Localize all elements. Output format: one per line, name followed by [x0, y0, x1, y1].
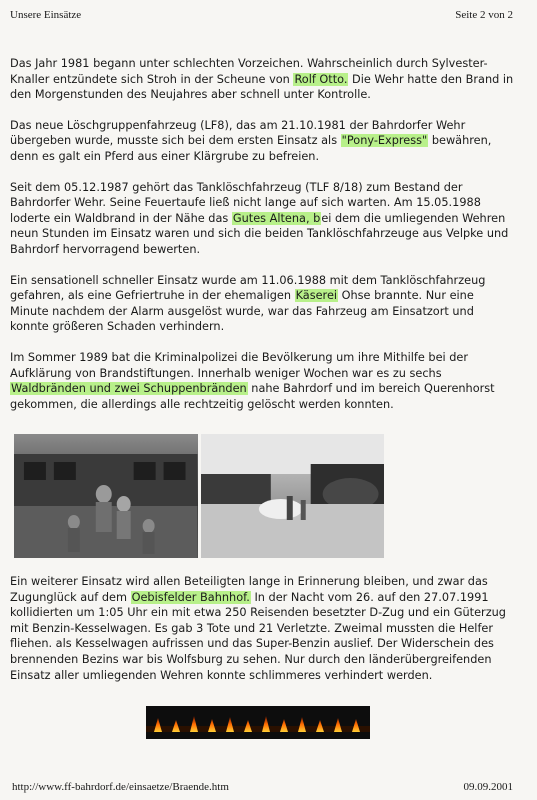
paragraph-1-text-b: Die Wehr hatte den Brand in den Morgenstunden des Neujahres aber schnell unter Kontrolle. [10, 72, 514, 102]
paragraph-3 [10, 180, 515, 258]
paragraph-6 [10, 574, 515, 683]
paragraph-1-text-a: Das Jahr 1981 begann unter schlechten Vorzeichen. Wahrscheinlich durch Sylvester-Knaller entzündete sich Stroh in der Scheune von [10, 57, 488, 86]
footer-url: http://www.ff-bahrdorf.de/einsaetze/Braende.htm [12, 781, 229, 793]
fire-banner-image [146, 706, 370, 739]
header-page-number: Seite 2 von 2 [455, 9, 513, 21]
paragraph-4 [10, 273, 515, 335]
header-title: Unsere Einsätze [10, 9, 82, 21]
photo-accident-scene [201, 434, 385, 558]
paragraph-4-text-b: Ohse brannte. Nur eine Minute nachdem der Alarm ausgelöst wurde, war das Fahrzeug am Einsatzort und konnte größeren Schaden verhindern. [10, 289, 474, 334]
paragraph-5 [10, 350, 515, 412]
paragraph-2-text-b: bewähren, denn es galt ein Pferd aus einer Klärgrube zu befreien. [10, 134, 492, 163]
paragraph-1 [10, 56, 515, 103]
paragraph-3-text-a: Seit dem 05.12.1987 gehört das Tanklöschfahrzeug (TLF 8/18) zum Bestand der Bahrdorfer Wehr. Seine Feuertaufe ließ nicht lange auf sich warten. Am 15.05.1988 loderte ein Waldbrand in der Nähe das [10, 180, 481, 225]
highlight-waldbraende: Waldbränden und zwei Schuppenbränden [11, 382, 247, 396]
paragraph-5-text-a: Im Sommer 1989 bat die Kriminalpolizei die Bevölkerung um ihre Mithilfe bei der Aufklärung von Brandstiftungen. Innerhalb weniger Wochen war es zu sechs [10, 350, 469, 380]
photo-firefighters-train [14, 434, 198, 558]
paragraph-2 [10, 118, 515, 165]
paragraph-5-text-b: nahe Bahrdorf und im bereich Querenhorst gekommen, die allerdings alle rechtzeitig gelöscht werden konnten. [10, 382, 495, 411]
paragraph-3-text-b: ei dem die umliegenden Wehren neun Stunden im Einsatz waren und sich die beiden Tanklöschfahrzeuge aus Velpke und Bahrdorf hervorragend bewerten. [10, 211, 509, 256]
footer-date: 09.09.2001 [463, 781, 513, 793]
highlight-pony-express: "Pony-Express" [341, 134, 428, 148]
paragraph-4-text-a: Ein sensationell schneller Einsatz wurde am 11.06.1988 mit dem Tanklöschfahrzeug gefahren, als eine Gefriertruhe in der ehemaligen [10, 273, 486, 303]
fire-banner-graphic [146, 706, 370, 739]
document-body [10, 56, 515, 427]
photo-pair [14, 434, 384, 558]
document-body-continued [10, 574, 515, 683]
paragraph-6-text-b: In der Nacht vom 26. auf den 27.07.1991 kollidierten um 1:05 Uhr ein mit etwa 250 Reisenden besetzter D-Zug und ein Güterzug mit Benzin-Kesselwagen. Es gab 3 Tote und 21 Verletzte. Zweimal mussten die Helfer fliehen. als Kesselwagen aufrissen und das Super-Benzin auslief. Der Widerschein des brennenden Bezins war bis Wolfsburg zu sehen. Nur durch den länderübergreifenden Einsatz aller umliegenden Wehren konnte schlimmeres verhindert werden. [10, 590, 506, 682]
photo-firefighters-train-image [14, 434, 198, 558]
paragraph-2-text-a: Das neue Löschgruppenfahrzeug (LF8), das am 21.10.1981 der Bahrdorfer Wehr übergeben wurde, musste sich bei dem ersten Einsatz als [10, 118, 466, 148]
highlight-kaeserei: Käserei [295, 289, 338, 303]
highlight-rolf-otto: Rolf Otto. [294, 72, 348, 86]
photo-accident-scene-image [201, 434, 385, 558]
highlight-gutes-altena: Gutes Altena, b [232, 211, 321, 225]
paragraph-6-text-a: Ein weiterer Einsatz wird allen Beteiligten lange in Erinnerung bleiben, und zwar das Zugunglück auf dem [10, 575, 488, 604]
highlight-oebisfelder-bahnhof: Oebisfelder Bahnhof. [131, 590, 250, 604]
